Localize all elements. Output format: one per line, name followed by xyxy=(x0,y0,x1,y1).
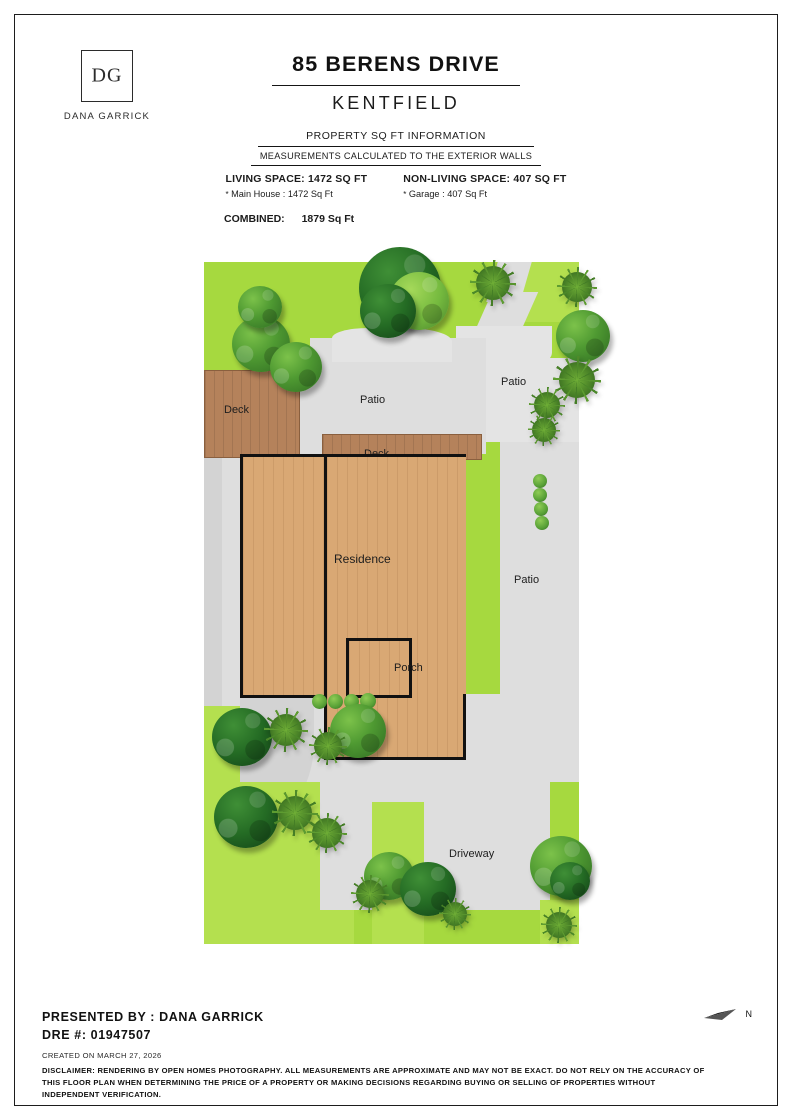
living-space-item xyxy=(225,189,367,199)
living-space-title: LIVING SPACE: 1472 SQ FT xyxy=(225,173,368,185)
shrub-icon xyxy=(312,694,327,709)
patio-right-label: Patio xyxy=(514,574,540,586)
disclaimer: DISCLAIMER: RENDERING BY OPEN HOMES PHOTOGRAPHY. ALL MEASUREMENTS ARE APPROXIMATE AND MAY NOT BE EXACT. DO NOT RELY ON THE ACCURACY OF THIS FLOOR PLAN WHEN DETERMINING THE PRICE OF A PROPERTY OR MAKING DECISIONS REGARDING BUYING OR SELLING OF PROPERTIES WITHOUT INDEPENDENT VERIFICATION. xyxy=(42,1066,705,1099)
living-space-item-value: 1472 Sq Ft xyxy=(287,189,333,199)
driveway-label: Driveway xyxy=(449,848,495,860)
property-city: KENTFIELD xyxy=(332,93,460,113)
tree-icon xyxy=(270,342,322,392)
compass-label: N xyxy=(745,1009,752,1019)
tree-icon xyxy=(550,862,590,900)
property-address: 85 BERENS DRIVE xyxy=(292,52,500,76)
palm-icon xyxy=(532,418,556,442)
tree-icon xyxy=(360,284,416,338)
sqft-divider-bottom xyxy=(251,165,541,166)
palm-icon xyxy=(443,902,467,926)
living-space-item-label: Main House : xyxy=(231,189,286,199)
title-divider xyxy=(272,85,520,86)
tree-icon xyxy=(556,310,610,362)
combined-label: COMBINED: xyxy=(224,213,285,225)
bullet-icon: * xyxy=(403,190,407,199)
shrub-icon xyxy=(533,474,547,488)
compass-north-arrow-icon xyxy=(702,1000,752,1030)
site-plan xyxy=(204,262,579,944)
sqft-information xyxy=(196,130,596,225)
non-living-space-item-label: Garage : xyxy=(408,189,445,199)
tree-icon xyxy=(238,286,282,328)
non-living-space-column xyxy=(403,173,566,199)
created-on: CREATED ON MARCH 27, 2026 xyxy=(42,1051,162,1060)
non-living-space-title: NON-LIVING SPACE: 407 SQ FT xyxy=(403,173,567,185)
shrub-icon xyxy=(534,502,548,516)
logo-monogram-text: DG xyxy=(91,64,123,87)
dre-number: DRE #: 01947507 xyxy=(42,1028,152,1042)
patio-top-right-label: Patio xyxy=(501,376,527,388)
monogram-square-icon xyxy=(81,50,133,102)
combined-row xyxy=(196,213,596,225)
sqft-columns xyxy=(196,173,596,199)
palm-icon xyxy=(270,714,302,746)
logo-name: DANA GARRICK xyxy=(63,111,151,122)
sqft-divider-top xyxy=(258,146,534,147)
tree-icon xyxy=(212,708,272,766)
patio-center-label: Patio xyxy=(360,394,386,406)
residence-label: Residence xyxy=(334,552,391,566)
shrub-icon xyxy=(328,694,343,709)
deck-left-label: Deck xyxy=(224,404,250,416)
footer xyxy=(42,1010,742,1100)
shrub-icon xyxy=(535,516,549,530)
brand-logo xyxy=(42,50,172,122)
palm-icon xyxy=(278,796,312,830)
combined-value: 1879 Sq Ft xyxy=(301,213,355,225)
page-title xyxy=(196,52,596,114)
porch-label: Porch xyxy=(394,662,423,674)
sqft-subheading: MEASUREMENTS CALCULATED TO THE EXTERIOR WALLS xyxy=(259,151,533,161)
palm-icon xyxy=(559,362,595,398)
sqft-heading: PROPERTY SQ FT INFORMATION xyxy=(306,130,486,142)
palm-icon xyxy=(476,266,510,300)
palm-icon xyxy=(546,912,572,938)
presented-by: PRESENTED BY : DANA GARRICK xyxy=(42,1010,264,1024)
palm-icon xyxy=(356,880,384,908)
non-living-space-item-value: 407 Sq Ft xyxy=(447,189,488,199)
shrub-icon xyxy=(533,488,547,502)
bullet-icon: * xyxy=(225,190,229,199)
non-living-space-item xyxy=(403,189,566,199)
side-paving-left-edge xyxy=(204,446,222,706)
living-space-column xyxy=(225,173,367,199)
palm-icon xyxy=(312,818,342,848)
tree-icon xyxy=(214,786,278,848)
palm-icon xyxy=(562,272,592,302)
palm-icon xyxy=(314,732,342,760)
